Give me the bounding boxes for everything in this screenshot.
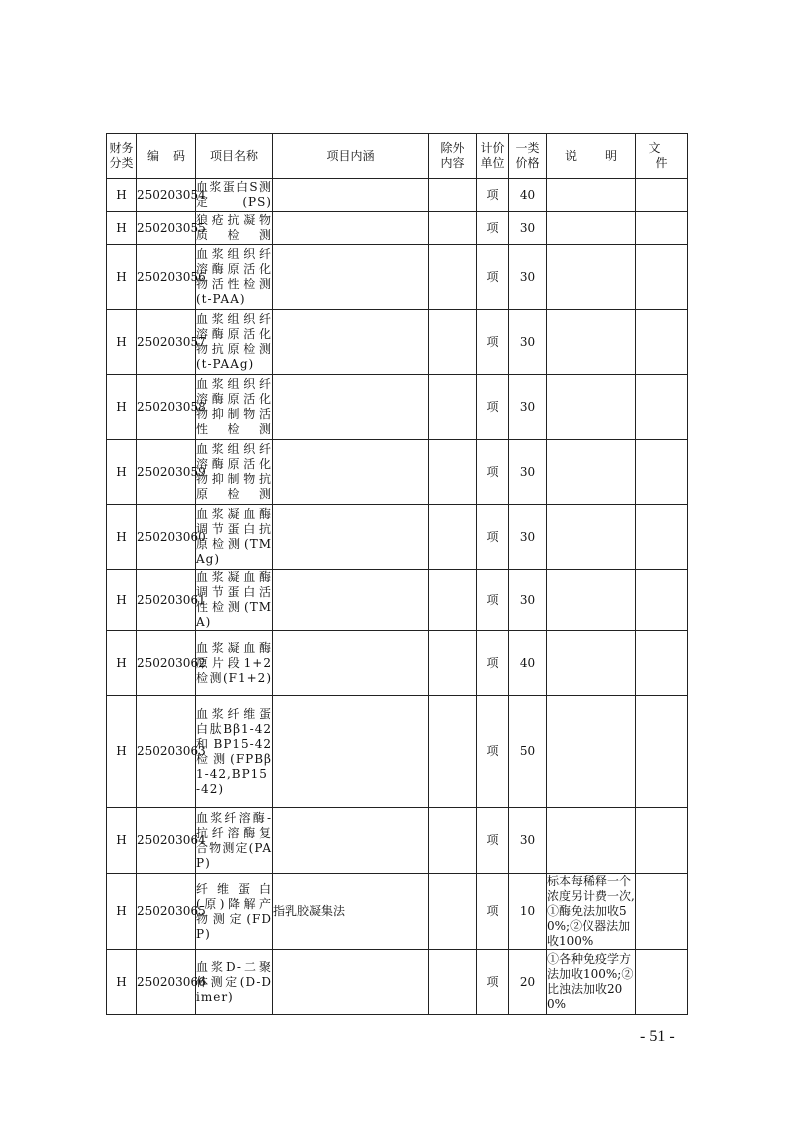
cell-doc xyxy=(636,505,688,570)
cell-price: 30 xyxy=(509,505,547,570)
header-note: 说明 xyxy=(547,134,636,179)
table-row xyxy=(107,310,688,375)
cell-doc xyxy=(636,375,688,440)
cell-excluded xyxy=(429,212,477,245)
cell-code: 250203058 xyxy=(137,375,196,440)
cell-note xyxy=(547,631,636,696)
cell-name: 血浆纤溶酶-抗纤溶酶复合物测定(PAP) xyxy=(196,808,273,874)
table-row xyxy=(107,808,688,874)
cell-name: 血浆纤维蛋白肽Bβ1-42和BP15-42检测(FPBβ1-42,BP15-42) xyxy=(196,696,273,808)
cell-category: H xyxy=(107,310,137,375)
cell-price: 30 xyxy=(509,440,547,505)
cell-excluded xyxy=(429,179,477,212)
cell-code: 250203062 xyxy=(137,631,196,696)
cell-category: H xyxy=(107,375,137,440)
cell-category: H xyxy=(107,874,137,950)
cell-note xyxy=(547,212,636,245)
cell-name: 血浆组织纤溶酶原活化物抑制物活性检测 xyxy=(196,375,273,440)
cell-unit: 项 xyxy=(477,375,509,440)
cell-name: 纤维蛋白(原)降解产物测定(FDP) xyxy=(196,874,273,950)
cell-unit: 项 xyxy=(477,212,509,245)
header-content: 项目内涵 xyxy=(273,134,429,179)
cell-category: H xyxy=(107,505,137,570)
cell-excluded xyxy=(429,375,477,440)
table-row xyxy=(107,874,688,950)
cell-price: 50 xyxy=(509,696,547,808)
cell-price: 20 xyxy=(509,950,547,1015)
cell-doc xyxy=(636,212,688,245)
cell-unit: 项 xyxy=(477,696,509,808)
cell-doc xyxy=(636,310,688,375)
cell-code: 250203065 xyxy=(137,874,196,950)
cell-unit: 项 xyxy=(477,631,509,696)
cell-name: 血浆组织纤溶酶原活化物活性检测(t-PAA) xyxy=(196,245,273,310)
cell-unit: 项 xyxy=(477,950,509,1015)
cell-price: 30 xyxy=(509,375,547,440)
cell-name: 血浆凝血酶调节蛋白活性检测(TMA) xyxy=(196,570,272,629)
cell-doc xyxy=(636,874,688,950)
cell-content xyxy=(273,505,429,570)
cell-excluded xyxy=(429,310,477,375)
table-row xyxy=(107,245,688,310)
cell-doc xyxy=(636,440,688,505)
header-unit: 计价 单位 xyxy=(477,134,509,179)
cell-category: H xyxy=(107,212,137,245)
cell-note xyxy=(547,696,636,808)
cell-code: 250203054 xyxy=(137,179,196,212)
cell-unit: 项 xyxy=(477,310,509,375)
cell-note: ①各种免疫学方法加收100%;②比浊法加收200% xyxy=(547,950,636,1015)
cell-note xyxy=(547,245,636,310)
cell-content xyxy=(273,310,429,375)
header-code: 编码 xyxy=(137,134,196,179)
cell-price: 40 xyxy=(509,179,547,212)
cell-doc xyxy=(636,245,688,310)
header-price: 一类 价格 xyxy=(509,134,547,179)
cell-name: 血浆D-二聚体测定(D-Dimer) xyxy=(196,950,273,1015)
cell-category: H xyxy=(107,950,137,1015)
cell-name: 血浆凝血酶调节蛋白抗原检测(TMAg) xyxy=(196,505,273,570)
cell-unit: 项 xyxy=(477,570,509,631)
cell-price: 30 xyxy=(509,245,547,310)
cell-category: H xyxy=(107,179,137,212)
table-row xyxy=(107,631,688,696)
cell-unit: 项 xyxy=(477,179,509,212)
cell-excluded xyxy=(429,570,477,631)
cell-note: 标本每稀释一个浓度另计费一次,①酶免法加收50%;②仪器法加收100% xyxy=(547,874,635,948)
header-category: 财务 分类 xyxy=(107,134,137,179)
cell-note xyxy=(547,179,636,212)
cell-code: 250203061 xyxy=(137,570,196,631)
cell-unit: 项 xyxy=(477,440,509,505)
table-row xyxy=(107,570,688,631)
cell-note xyxy=(547,505,636,570)
header-doc: 文件 xyxy=(636,134,688,179)
cell-content xyxy=(273,375,429,440)
cell-content xyxy=(273,570,429,631)
cell-doc xyxy=(636,696,688,808)
cell-excluded xyxy=(429,631,477,696)
table-row xyxy=(107,950,688,1015)
cell-note xyxy=(547,310,636,375)
cell-code: 250203057 xyxy=(137,310,196,375)
cell-category: H xyxy=(107,808,137,874)
cell-category: H xyxy=(107,696,137,808)
cell-unit: 项 xyxy=(477,808,509,874)
cell-price: 10 xyxy=(509,874,547,950)
cell-note xyxy=(547,808,636,874)
cell-code: 250203059 xyxy=(137,440,196,505)
cell-name: 血浆组织纤溶酶原活化物抗原检测(t-PAAg) xyxy=(196,310,273,375)
cell-excluded xyxy=(429,874,477,950)
cell-note xyxy=(547,375,636,440)
cell-unit: 项 xyxy=(477,245,509,310)
cell-category: H xyxy=(107,245,137,310)
cell-category: H xyxy=(107,570,137,631)
cell-content xyxy=(273,808,429,874)
cell-content xyxy=(273,179,429,212)
cell-code: 250203060 xyxy=(137,505,196,570)
cell-doc xyxy=(636,179,688,212)
cell-name: 血浆凝血酶原片段1+2检测(F1+2) xyxy=(196,631,273,696)
table-row xyxy=(107,375,688,440)
cell-name: 血浆蛋白S测定(PS) xyxy=(196,179,273,212)
cell-excluded xyxy=(429,440,477,505)
cell-content xyxy=(273,440,429,505)
cell-price: 40 xyxy=(509,631,547,696)
cell-excluded xyxy=(429,245,477,310)
cell-category: H xyxy=(107,631,137,696)
table-row xyxy=(107,212,688,245)
cell-name: 血浆组织纤溶酶原活化物抑制物抗原检测 xyxy=(196,440,273,505)
cell-unit: 项 xyxy=(477,874,509,950)
cell-code: 250203063 xyxy=(137,696,196,808)
cell-code: 250203055 xyxy=(137,212,196,245)
table-row xyxy=(107,440,688,505)
cell-code: 250203066 xyxy=(137,950,196,1015)
page-number: - 51 - xyxy=(640,1028,675,1045)
cell-excluded xyxy=(429,950,477,1015)
price-table xyxy=(106,133,688,1015)
cell-content xyxy=(273,631,429,696)
cell-code: 250203064 xyxy=(137,808,196,874)
cell-content xyxy=(273,245,429,310)
header-name: 项目名称 xyxy=(196,134,273,179)
table-row xyxy=(107,696,688,808)
cell-note xyxy=(547,570,636,631)
cell-content xyxy=(273,950,429,1015)
cell-excluded xyxy=(429,808,477,874)
cell-doc xyxy=(636,950,688,1015)
cell-price: 30 xyxy=(509,570,547,631)
cell-price: 30 xyxy=(509,310,547,375)
table-header-row xyxy=(107,134,688,179)
cell-category: H xyxy=(107,440,137,505)
cell-content xyxy=(273,212,429,245)
cell-excluded xyxy=(429,696,477,808)
cell-price: 30 xyxy=(509,808,547,874)
table-row xyxy=(107,505,688,570)
cell-name: 狼疮抗凝物质检测 xyxy=(196,212,273,245)
cell-code: 250203056 xyxy=(137,245,196,310)
cell-content xyxy=(273,696,429,808)
cell-doc xyxy=(636,631,688,696)
cell-price: 30 xyxy=(509,212,547,245)
table-row xyxy=(107,179,688,212)
cell-note xyxy=(547,440,636,505)
cell-doc xyxy=(636,808,688,874)
cell-unit: 项 xyxy=(477,505,509,570)
cell-excluded xyxy=(429,505,477,570)
cell-doc xyxy=(636,570,688,631)
cell-content: 指乳胶凝集法 xyxy=(273,874,429,950)
header-excluded: 除外 内容 xyxy=(429,134,477,179)
